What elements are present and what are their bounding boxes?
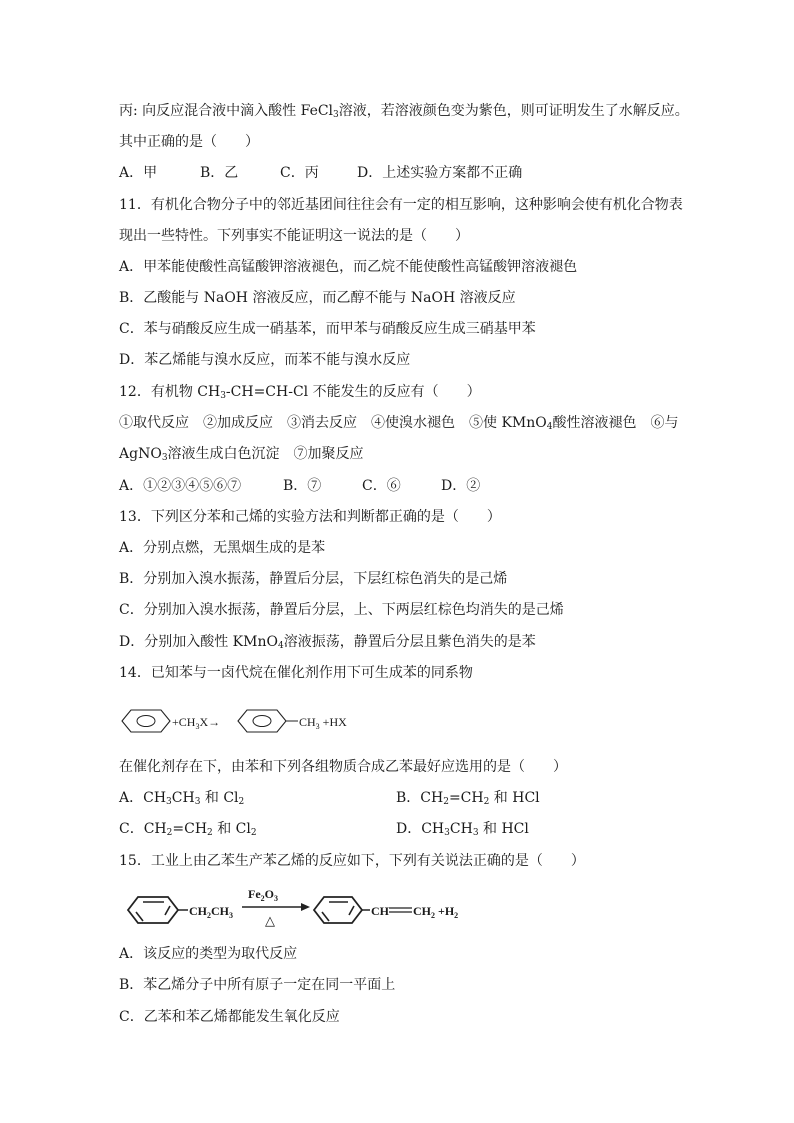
q10-method-c: 丙: 向反应混合液中滴入酸性 FeCl$_3$溶液，若溶液颜色变为紫色，则可证明发生了水解反应。 — [119, 103, 689, 120]
q11-option-b: B．乙酸能与 NaOH 溶液反应，而乙醇不能与 NaOH 溶液反应 — [119, 290, 516, 306]
benzene-ring-icon — [122, 710, 170, 732]
q13-option-b: B．分别加入溴水振荡，静置后分层，下层红棕色消失的是己烯 — [119, 571, 508, 587]
q12-option-a: A．①②③④⑤⑥⑦ — [119, 478, 242, 494]
rxn15-sub2: 3 — [229, 911, 233, 920]
q10-question: 其中正确的是（ ） — [119, 134, 259, 150]
q11-option-d: D．苯乙烯能与溴水反应，而苯不能与溴水反应 — [119, 352, 411, 368]
rxn14-sub2: 3 — [315, 722, 320, 731]
q11-stem-line1: 11．有机化合物分子中的邻近基团间往往会有一定的相互影响，这种影响会使有机化合物表 — [119, 197, 683, 213]
q12-reaction-list-line2: AgNO$_3$溶液生成白色沉淀 ⑦加聚反应 — [119, 446, 364, 463]
q13-option-a: A．分别点燃，无黑烟生成的是苯 — [119, 540, 326, 556]
rxn15-hydrogen: +H — [435, 904, 455, 918]
rxn15-cat-sub1: 2 — [260, 894, 265, 903]
ethylbenzene-ring-icon — [128, 897, 188, 923]
svg-text:CH2CH3 — [189, 904, 233, 920]
q14-question: 在催化剂存在下，由苯和下列各组物质合成乙苯最好应选用的是（ ） — [119, 759, 567, 775]
rxn15-ch3: CH — [211, 904, 229, 918]
svg-text:+CH3X→ — [172, 715, 220, 731]
q11-option-a: A．甲苯能使酸性高锰酸钾溶液褪色，而乙烷不能使酸性高锰酸钾溶液褪色 — [119, 259, 578, 275]
q14-option-d: D．$CH_3CH_3$ 和 HCl — [396, 821, 529, 838]
rxn15-sub1: 2 — [207, 911, 211, 920]
reaction-arrow-icon — [242, 903, 310, 911]
q13-option-c: C．分别加入溴水振荡，静置后分层，上、下两层红棕色均消失的是己烯 — [119, 602, 564, 618]
q12-option-d: D．② — [441, 478, 481, 494]
rxn15-product-ch: CH — [371, 904, 389, 918]
q12-option-c: C．⑥ — [362, 478, 401, 494]
q14-option-c: C．$CH_2=CH_2$ 和 $Cl_2$ — [119, 821, 257, 838]
q10-option-d: D．上述实验方案都不正确 — [357, 165, 523, 181]
q15-stem: 15．工业上由乙苯生产苯乙烯的反应如下，下列有关说法正确的是（ ） — [119, 853, 585, 869]
toluene-ring-icon — [238, 710, 298, 732]
rxn15-catalyst-fe: Fe — [248, 887, 261, 901]
rxn14-arrow: → — [208, 715, 221, 729]
double-bond-icon — [389, 908, 412, 912]
rxn15-sub3: 2 — [431, 911, 435, 920]
q12-stem: 12．有机物 $CH_3-CH=CH-Cl$ 不能发生的反应有（ ） — [119, 384, 481, 401]
rxn14-halogen: X — [199, 715, 209, 729]
q14-option-a: A．$CH_3CH_3$ 和 $Cl_2$ — [119, 790, 245, 807]
q15-option-a: A．该反应的类型为取代反应 — [119, 946, 298, 962]
q12-option-b: B．⑦ — [283, 478, 322, 494]
svg-text:CH3 +HX — [299, 715, 347, 731]
q14-reaction-scheme — [120, 705, 360, 737]
q10-option-c: C．丙 — [280, 165, 319, 181]
q15-option-c: C．乙苯和苯乙烯都能发生氧化反应 — [119, 1009, 340, 1025]
svg-text:CH2 +H2 — [413, 904, 458, 920]
q13-option-d: D．分别加入酸性 KMnO$_4$溶液振荡，静置后分层且紫色消失的是苯 — [119, 634, 536, 651]
svg-text:Fe2O3 — [248, 887, 278, 903]
q13-stem: 13．下列区分苯和己烯的实验方法和判断都正确的是（ ） — [119, 509, 501, 525]
rxn14-sub1: 3 — [195, 722, 200, 731]
rxn15-ch2: CH — [189, 904, 207, 918]
q15-option-b: B．苯乙烯分子中所有原子一定在同一平面上 — [119, 977, 396, 993]
q14-option-b: B．$CH_2=CH_2$ 和 HCl — [396, 790, 540, 807]
q10-option-b: B．乙 — [200, 165, 239, 181]
rxn14-product-ch: CH — [299, 715, 316, 729]
rxn15-product-ch2: CH — [413, 904, 431, 918]
rxn15-cat-sub2: 3 — [274, 894, 278, 903]
q11-stem-line2: 现出一些特性。下列事实不能证明这一说法的是（ ） — [119, 228, 469, 244]
styrene-ring-icon — [314, 897, 370, 923]
rxn14-reactant: +CH — [172, 715, 196, 729]
rxn15-sub4: 2 — [454, 911, 459, 920]
q10-option-a: A．甲 — [119, 165, 158, 181]
rxn14-byproduct: +HX — [319, 715, 347, 729]
rxn15-catalyst-o: O — [264, 887, 274, 901]
q14-stem: 14．已知苯与一卤代烷在催化剂作用下可生成苯的同系物 — [119, 665, 473, 681]
q12-reaction-list-line1: ①取代反应 ②加成反应 ③消去反应 ④使溴水褪色 ⑤使 KMnO$_4$酸性溶液褪色 ⑥与 — [119, 415, 679, 432]
rxn15-heat-symbol: △ — [265, 913, 275, 928]
q15-reaction-scheme — [124, 885, 464, 933]
q11-option-c: C．苯与硝酸反应生成一硝基苯，而甲苯与硝酸反应生成三硝基甲苯 — [119, 321, 536, 337]
